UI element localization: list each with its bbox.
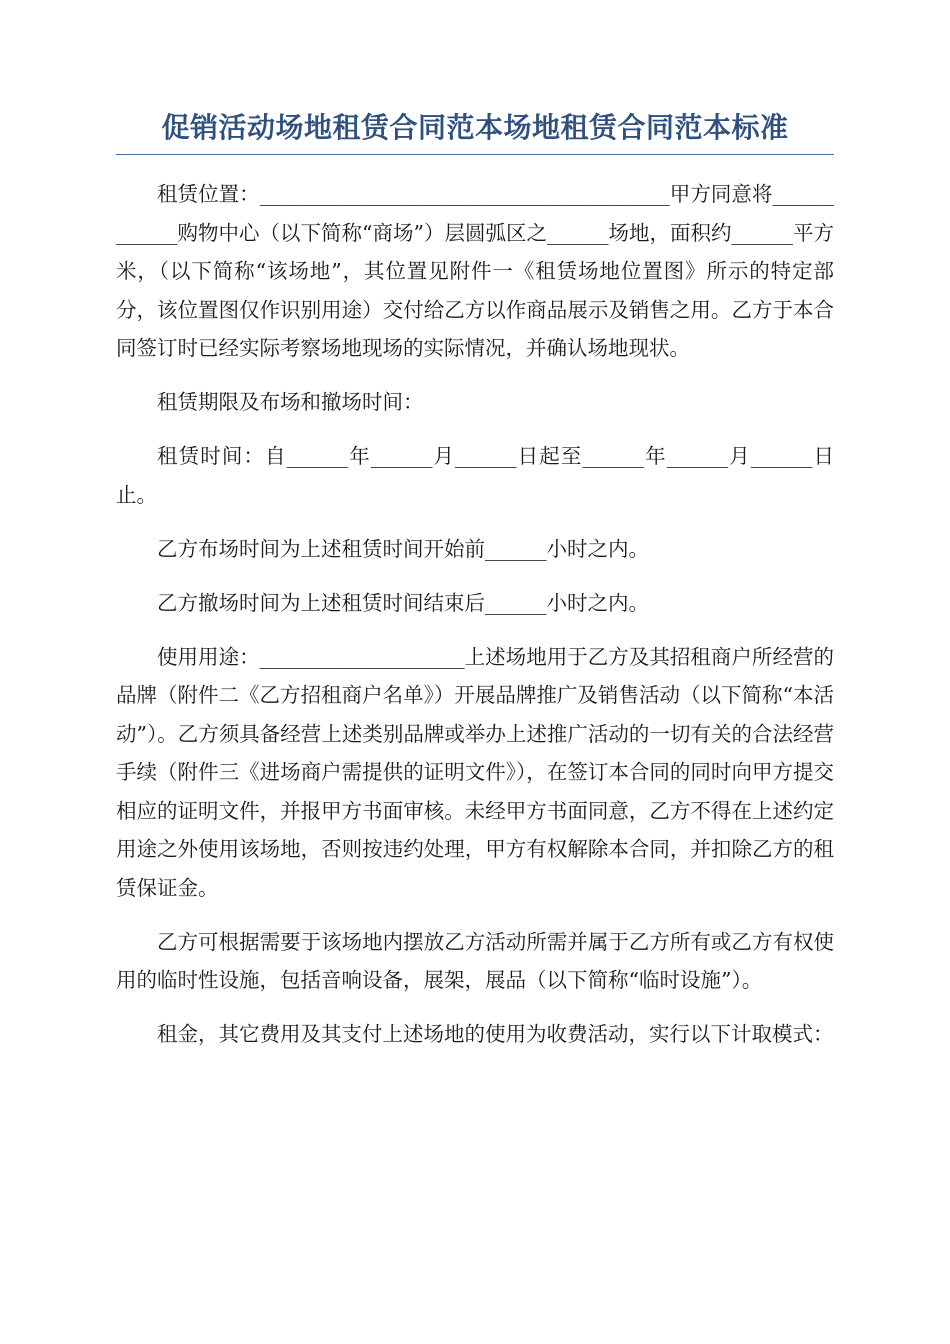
paragraph-rental-term-heading: 租赁期限及布场和撤场时间： (157, 390, 424, 414)
paragraph-rental-time: 租赁时间：自______年______月______日起至______年______月______日止。 (116, 444, 834, 507)
paragraph-teardown-time: 乙方撤场时间为上述租赁时间结束后______小时之内。 (157, 590, 649, 615)
paragraph-usage: 使用用途：____________________上述场地用于乙方及其招租商户所经营的品牌（附件二《乙方招租商户名单》）开展品牌推广及销售活动（以下简称“本活动”）。乙方须具备经营上述类别品牌或举办上述推广活动的一切有关的合法经营手续（附件三《进场商户需提供的证明文件》），在签订本合同的同时向甲方提交相应的证明文件，并报甲方书面审核。未经甲方书面同意，乙方不得在上述约定用途之外使用该场地，否则按违约处理，甲方有权解除本合同，并扣除乙方的租赁保证金。 (116, 644, 834, 900)
paragraph-rent-fees: 租金，其它费用及其支付上述场地的使用为收费活动，实行以下计取模式： (157, 1022, 834, 1046)
paragraph-rental-location: 租赁位置：________________________________________甲方同意将____________购物中心（以下简称“商场”）层圆弧区之______场地，面积约______平方米，（以下简称“该场地”，其位置见附件一《租赁场地位置图》所示的特定部分，该位置图仅作识别用途）交付给乙方以作商品展示及销售之用。乙方于本合同签订时已经实际考察场地现场的实际情况，并确认场地现状。 (116, 182, 834, 360)
document-page (116, 108, 834, 1069)
paragraph-temporary-facilities: 乙方可根据需要于该场地内摆放乙方活动所需并属于乙方所有或乙方有权使用的临时性设施，包括音响设备，展架，展品（以下简称“临时设施”）。 (116, 929, 834, 992)
paragraph-setup-time: 乙方布场时间为上述租赁时间开始前______小时之内。 (157, 536, 649, 561)
document-title: 促销活动场地租赁合同范本场地租赁合同范本标准 (116, 108, 834, 155)
